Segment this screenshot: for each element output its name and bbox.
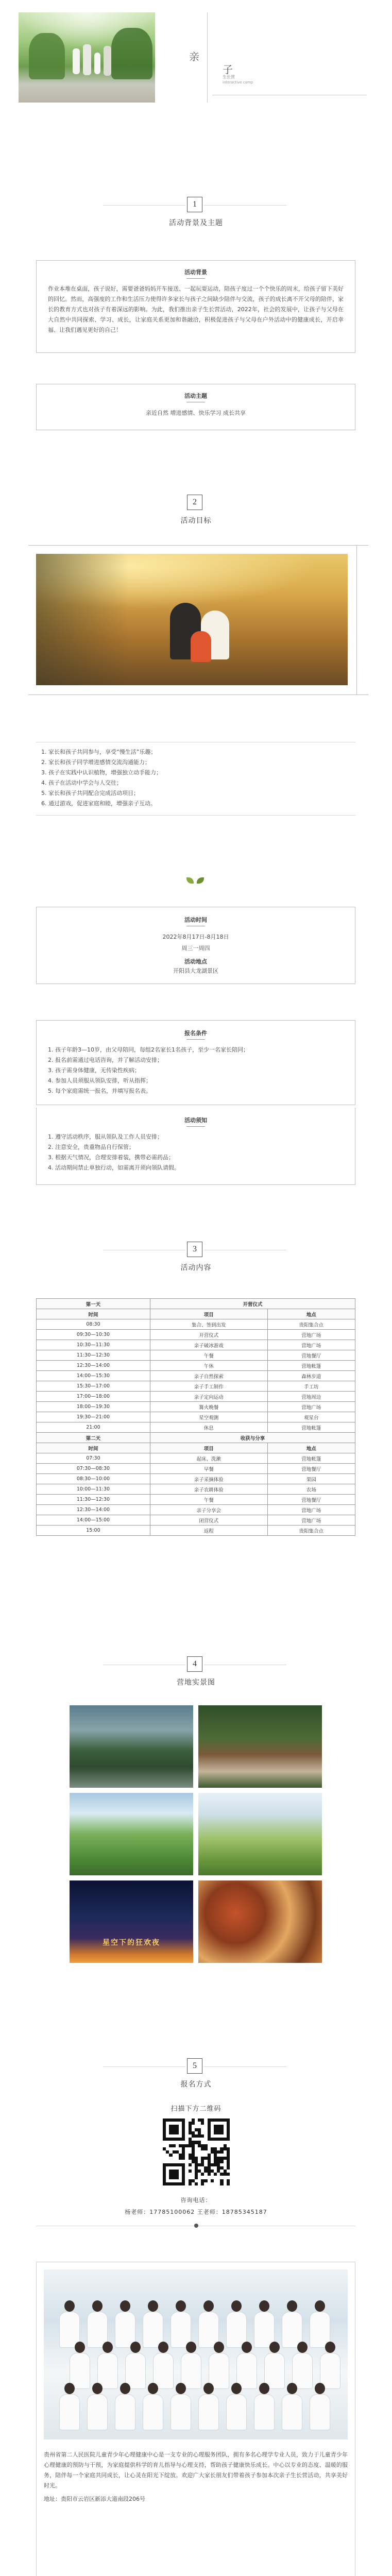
- recruit-item-3: 3. 孩子需身体健康，无传染性疾病；: [48, 1067, 140, 1074]
- goal-5: 5. 家长和孩子共同配合完成活动项目；: [41, 790, 139, 796]
- table-cell: 午餐: [150, 1350, 267, 1361]
- table-cell: 篝火晚餐: [150, 1402, 267, 1412]
- notice-item-3: 3. 根据天气情况，合理安排着装，携带必需药品；: [48, 1154, 174, 1161]
- camp-photo-night: [70, 1880, 193, 1963]
- table-cell: 地点: [267, 1309, 355, 1319]
- table-cell: 农场: [267, 1484, 355, 1495]
- table-row: [37, 1340, 355, 1350]
- table-cell: 时间: [37, 1443, 150, 1453]
- table-cell: 项目: [150, 1443, 267, 1453]
- table-cell: 10:00—11:30: [37, 1484, 150, 1495]
- time-line2: 周三一周四: [181, 945, 210, 952]
- hero-subtitle-en: interactive camp: [223, 80, 253, 84]
- table-cell: 早餐: [150, 1464, 267, 1474]
- signup-qr-code[interactable]: [163, 2119, 230, 2185]
- background-text: 作业本堆在桌面，孩子说好，需要爸爸妈妈开车接送、一起玩耍运动，陪孩子度过一个个快乐的周末，给孩子留下美好的回忆。然而，高强度的工作和生活压力使得许多家长与孩子之间缺少陪伴与交流，孩子的成长离不开父母的陪伴，家长的教育方式也对孩子有着深远的影响。为此，我们推出亲子生长营活动，2022年，社会的发展中，让孩子与父母在大自然中共同探索、学习、成长，让家庭关系更加和谐融洽，积极促进孩子与父母在户外活动中的健康成长，开启幸福、让我们遇见更好的自己！: [48, 285, 344, 333]
- recruit-box: [36, 1020, 355, 1105]
- place-text: 开阳县大龙湖景区: [173, 968, 218, 974]
- camp-photo-cabin: [198, 1705, 322, 1788]
- theme-box: [36, 384, 355, 430]
- org-text: 贵州省第二人民医院儿童青少年心理健康中心是一支专业的心理服务团队，拥有多名心理学专业人员，致力于儿童青少年心理健康的预防与干预，为家庭提供科学的育儿指导与心理支持，帮助孩子健康快乐成长。中心以专业的态度、温暖的服务，陪伴每一个家庭共同成长，让心灵在阳光下绽放。欢迎广大家长朋友们带着孩子参加本次亲子生长营活动，共享美好时光。: [44, 2451, 348, 2489]
- table-cell: 开营仪式: [150, 1330, 267, 1340]
- time-box-title: 活动时间: [184, 917, 207, 923]
- table-row: [37, 1412, 355, 1422]
- table-cell: 营地帐篷: [267, 1422, 355, 1433]
- section5-title: 报名方式: [180, 2080, 212, 2089]
- night-banner-text: 星空下的狂欢夜: [103, 1939, 160, 1947]
- table-cell: 收获与分享: [150, 1433, 355, 1443]
- goal-1: 1. 家长和孩子共同参与，享受“慢生活”乐趣；: [41, 749, 157, 755]
- table-row: [37, 1515, 355, 1526]
- table-cell: 14:00—15:00: [37, 1515, 150, 1526]
- table-row: [37, 1464, 355, 1474]
- table-cell: 星空观测: [150, 1412, 267, 1422]
- table-cell: 10:30—11:30: [37, 1340, 150, 1350]
- contacts-text: 杨老师：17785100062 王老师：18785345187: [125, 2209, 267, 2215]
- table-cell: 17:00—18:00: [37, 1392, 150, 1402]
- day2-header: [37, 1433, 355, 1443]
- table-cell: 午餐: [150, 1495, 267, 1505]
- table-cell: 森林步道: [267, 1371, 355, 1381]
- table-row: [37, 1319, 355, 1330]
- table-cell: 12:30—14:00: [37, 1361, 150, 1371]
- hero-title-card: [166, 12, 372, 103]
- table-cell: 08:30: [37, 1319, 150, 1330]
- table-cell: 11:30—12:30: [37, 1495, 150, 1505]
- team-photo: [44, 2269, 348, 2439]
- theme-box-title: 活动主题: [184, 393, 207, 399]
- family-autumn-photo: [36, 554, 348, 685]
- contact-title: 咨询电话：: [180, 2197, 212, 2204]
- notice-item-4: 4. 活动期间禁止单独行动，如需离开须向领队请假。: [48, 1164, 180, 1171]
- section5-number: 5: [187, 2058, 202, 2074]
- goals-list: [41, 747, 350, 809]
- table-cell: 午休: [150, 1361, 267, 1371]
- goal-6: 6. 通过游戏，促进家庭和睦，增强亲子互动。: [41, 800, 156, 807]
- table-cell: 18:00—19:30: [37, 1402, 150, 1412]
- place-box-title: 活动地点: [184, 958, 207, 965]
- table-row: [37, 1361, 355, 1371]
- table-cell: 14:00—15:30: [37, 1371, 150, 1381]
- table-cell: 手工坊: [267, 1381, 355, 1392]
- table-cell: 营地餐厅: [267, 1464, 355, 1474]
- table-cell: 观星台: [267, 1412, 355, 1422]
- table-cell: 15:30—17:00: [37, 1381, 150, 1392]
- section1-number: 1: [187, 197, 202, 212]
- recruit-item-2: 2. 报名前需通过电话咨询，并了解活动安排；: [48, 1057, 163, 1063]
- camp-photo-green: [70, 1793, 193, 1875]
- section2-title: 活动目标: [180, 517, 212, 525]
- background-box-title: 活动背景: [184, 269, 207, 276]
- table-row: [37, 1422, 355, 1433]
- table-cell: 亲子采摘体验: [150, 1474, 267, 1484]
- hero-subtitle: 生长营: [223, 75, 235, 79]
- table-cell: 21:00: [37, 1422, 150, 1433]
- table-cell: 贵阳集合点: [267, 1526, 355, 1536]
- table-cell: 营地广场: [267, 1402, 355, 1412]
- table-cell: 起床、洗漱: [150, 1453, 267, 1464]
- day1-header: [37, 1299, 355, 1309]
- table-cell: 11:30—12:30: [37, 1350, 150, 1361]
- hero-title-right: 子: [223, 64, 233, 76]
- goal-4: 4. 孩子在活动中学会与人交往；: [41, 779, 122, 786]
- table-cell: 营地帐篷: [267, 1361, 355, 1371]
- table-cell: 15:00: [37, 1526, 150, 1536]
- theme-text: 亲近自然 增进感情、快乐学习 成长共享: [146, 410, 246, 416]
- time-line1: 2022年8月17日-8月18日: [162, 934, 229, 940]
- background-box: [36, 260, 355, 353]
- camp-photo-field: [198, 1793, 322, 1875]
- table-cell: 营地周边: [267, 1392, 355, 1402]
- table-cell: 亲子分享会: [150, 1505, 267, 1515]
- table-cell: 开营仪式: [150, 1299, 355, 1309]
- leaf-icon: [186, 876, 205, 885]
- table-cell: 返程: [150, 1526, 267, 1536]
- table-cell: 集合、签到出发: [150, 1319, 267, 1330]
- org-description: [44, 2450, 348, 2504]
- column-header: [37, 1443, 355, 1453]
- table-cell: 亲子手工制作: [150, 1381, 267, 1392]
- table-cell: 08:30—10:00: [37, 1474, 150, 1484]
- recruit-item-5: 5. 每个家庭需统一报名，并填写报名表。: [48, 1088, 151, 1094]
- table-cell: 营地广场: [267, 1340, 355, 1350]
- table-cell: 营地广场: [267, 1330, 355, 1340]
- section3-title: 活动内容: [180, 1264, 212, 1272]
- time-box: [36, 907, 355, 984]
- table-row: [37, 1392, 355, 1402]
- table-cell: 亲子自然探索: [150, 1371, 267, 1381]
- table-row: [37, 1350, 355, 1361]
- table-cell: 营地广场: [267, 1515, 355, 1526]
- recruit-box-title: 报名条件: [184, 1030, 207, 1037]
- table-row: [37, 1453, 355, 1464]
- table-row: [37, 1505, 355, 1515]
- table-row: [37, 1474, 355, 1484]
- section2-number: 2: [187, 495, 202, 510]
- table-cell: 营地餐厅: [267, 1350, 355, 1361]
- recruit-item-4: 4. 参加人员须服从领队安排，听从指挥；: [48, 1077, 151, 1084]
- camp-photo-bbq: [198, 1880, 322, 1963]
- section4-number: 4: [187, 1656, 202, 1672]
- table-cell: 07:30: [37, 1453, 150, 1464]
- notice-item-2: 2. 注意安全，贵重物品自行保管；: [48, 1144, 134, 1150]
- schedule-table: [36, 1298, 355, 1536]
- table-cell: 项目: [150, 1309, 267, 1319]
- table-row: [37, 1526, 355, 1536]
- table-row: [37, 1371, 355, 1381]
- recruit-item-1: 1. 孩子年龄3—10岁，由父母陪同，每组2名家长1名孩子，至少一名家长陪同；: [48, 1046, 249, 1053]
- camp-photo-lake: [70, 1705, 193, 1788]
- table-cell: 12:30—14:00: [37, 1505, 150, 1515]
- table-cell: 亲子农耕体验: [150, 1484, 267, 1495]
- section1-title: 活动背景及主题: [169, 219, 223, 227]
- table-cell: 09:30—10:30: [37, 1330, 150, 1340]
- table-cell: 果园: [267, 1474, 355, 1484]
- table-cell: 19:30—21:00: [37, 1412, 150, 1422]
- table-row: [37, 1484, 355, 1495]
- hero-photo: [19, 12, 155, 103]
- section4-title: 营地实景图: [177, 1679, 215, 1687]
- goal-2: 2. 家长和孩子同学增进感情交流沟通能力；: [41, 759, 150, 766]
- org-address: 地址：贵阳市云岩区新添大道南段206号: [44, 2496, 145, 2502]
- table-cell: 营地广场: [267, 1505, 355, 1515]
- table-cell: 地点: [267, 1443, 355, 1453]
- notice-item-1: 1. 遵守活动秩序，服从领队及工作人员安排；: [48, 1133, 163, 1140]
- table-row: [37, 1381, 355, 1392]
- table-cell: 闭营仪式: [150, 1515, 267, 1526]
- table-cell: 07:30—08:30: [37, 1464, 150, 1474]
- table-cell: 贵阳集合点: [267, 1319, 355, 1330]
- scan-text: 扫描下方二维码: [171, 2105, 221, 2113]
- table-cell: 第二天: [37, 1433, 150, 1443]
- notice-box-title: 活动须知: [184, 1117, 207, 1124]
- table-row: [37, 1402, 355, 1412]
- table-cell: 营地帐篷: [267, 1453, 355, 1464]
- table-cell: 时间: [37, 1309, 150, 1319]
- table-cell: 营地餐厅: [267, 1495, 355, 1505]
- column-header: [37, 1309, 355, 1319]
- table-cell: 亲子定向运动: [150, 1392, 267, 1402]
- notice-box: [36, 1108, 355, 1185]
- table-row: [37, 1330, 355, 1340]
- table-row: [37, 1495, 355, 1505]
- table-cell: 亲子破冰游戏: [150, 1340, 267, 1350]
- hero-title-left: 亲: [189, 52, 199, 63]
- table-cell: 第一天: [37, 1299, 150, 1309]
- table-cell: 休息: [150, 1422, 267, 1433]
- section3-number: 3: [187, 1242, 202, 1257]
- goal-3: 3. 孩子在实践中认识植物，增强独立动手能力；: [41, 769, 162, 776]
